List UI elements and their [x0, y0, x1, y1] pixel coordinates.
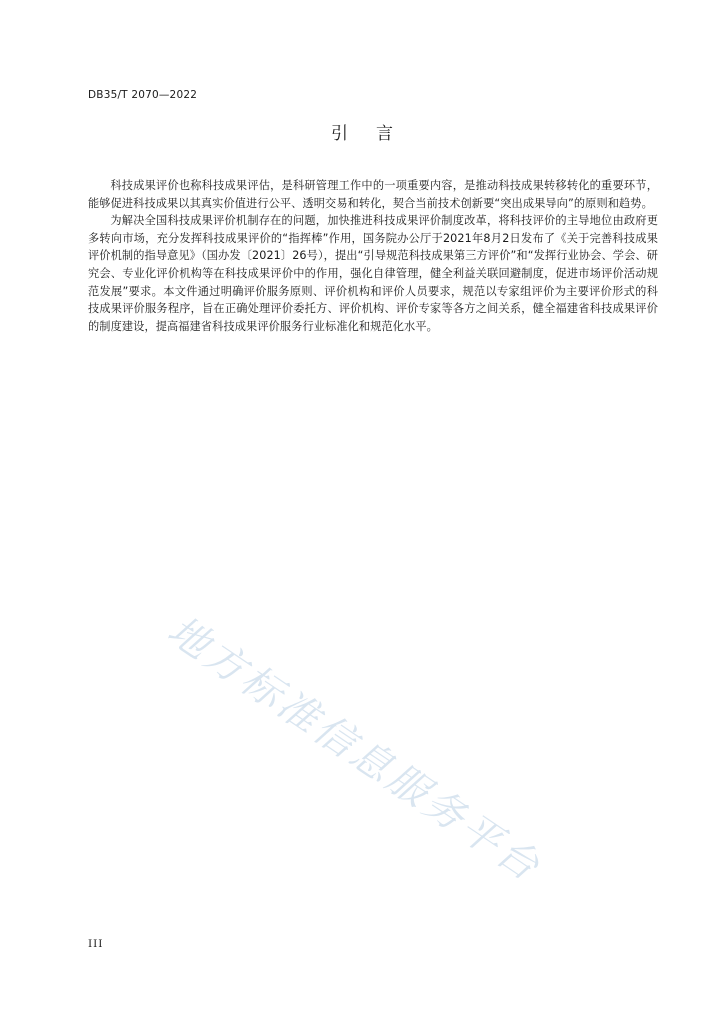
body-text [88, 177, 658, 335]
page-title: 引言 [331, 124, 421, 144]
page-number: III [88, 938, 104, 950]
watermark-text: 地方标准信息服务平台 [159, 607, 550, 892]
paragraph-2: 为解决全国科技成果评价机制存在的问题，加快推进科技成果评价制度改革，将科技评价的主导地位由政府更多转向市场，充分发挥科技成果评价的“指挥棒”作用，国务院办公厅于2021年8月2日发布了《关于完善科技成果评价机制的指导意见》（国办发〔2021〕26号），提出“引导规范科技成果第三方评价”和“发挥行业协会、学会、研究会、专业化评价机构等在科技成果评价中的作用，强化自律管理，健全利益关联回避制度，促进市场评价活动规范发展”要求。本文件通过明确评价服务原则、评价机构和评价人员要求，规范以专家组评价为主要评价形式的科技成果评价服务程序，旨在正确处理评价委托方、评价机构、评价专家等各方之间关系，健全福建省科技成果评价的制度建设，提高福建省科技成果评价服务行业标准化和规范化水平。 [88, 214, 658, 333]
paragraph-1: 科技成果评价也称科技成果评估，是科研管理工作中的一项重要内容，是推动科技成果转移转化的重要环节，能够促进科技成果以其真实价值进行公平、透明交易和转化，契合当前技术创新要“突出成果导向”的原则和趋势。 [88, 179, 658, 210]
document-code: DB35/T 2070—2022 [88, 89, 198, 101]
